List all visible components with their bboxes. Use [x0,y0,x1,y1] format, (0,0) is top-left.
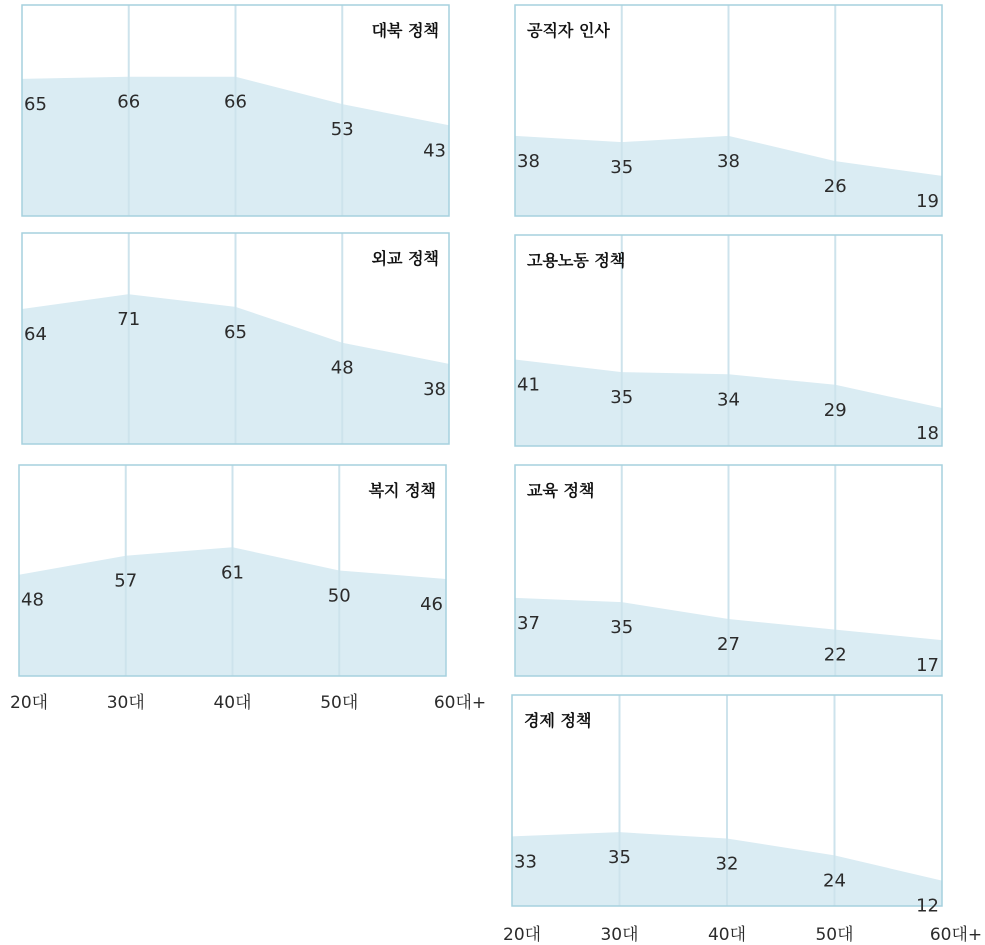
data-label: 65 [24,93,47,115]
panel-title: 교육 정책 [527,481,595,500]
x-tick-label: 40대 [707,925,747,945]
data-label: 29 [823,399,847,421]
chart-panel [22,233,449,444]
data-label: 66 [224,91,247,113]
x-tick-label: 60대+ [929,925,983,945]
data-label: 46 [420,593,443,615]
data-label: 17 [916,655,939,677]
data-label: 12 [916,895,939,917]
data-label: 38 [517,150,540,172]
chart-panel [515,5,942,216]
chart-panel [515,235,942,446]
data-label: 41 [517,374,540,396]
x-tick-label: 20대 [503,925,542,945]
data-label: 48 [330,357,354,379]
data-label: 33 [514,851,537,873]
x-tick-label: 60대+ [433,693,487,713]
data-label: 38 [717,150,740,172]
data-label: 53 [330,119,354,141]
data-label: 26 [823,176,847,198]
chart-panel [19,465,446,676]
data-label: 64 [24,323,47,345]
x-tick-label: 30대 [600,925,639,945]
x-tick-label: 50대 [815,925,854,945]
data-label: 38 [423,378,446,400]
data-label: 34 [717,389,740,411]
data-label: 65 [224,321,247,343]
x-tick-label: 40대 [213,693,252,713]
x-tick-label: 50대 [320,693,359,713]
data-label: 61 [221,562,244,584]
panel-title: 고용노동 정책 [527,251,626,270]
data-label: 32 [715,853,739,875]
data-label: 50 [327,585,351,607]
panel-title: 경제 정책 [524,711,592,730]
data-label: 27 [717,634,740,656]
chart-panel [22,5,449,216]
panel-title: 외교 정책 [371,249,439,268]
data-label: 18 [916,423,939,445]
data-label: 35 [610,617,634,639]
data-label: 66 [117,91,141,113]
data-label: 22 [823,644,847,666]
x-tick-label: 30대 [106,693,145,713]
x-tick-label: 20대 [10,693,49,713]
data-label: 35 [610,157,634,179]
chart-panel [515,465,942,676]
data-label: 37 [517,612,540,634]
panel-title: 대북 정책 [371,21,439,40]
chart-panel [512,695,942,917]
data-label: 35 [610,387,634,409]
data-label: 71 [117,309,141,331]
data-label: 48 [21,589,44,611]
data-label: 57 [114,570,138,592]
panel-title: 복지 정책 [368,481,436,500]
data-label: 19 [916,190,939,212]
data-label: 43 [423,140,446,162]
panel-title: 공직자 인사 [527,21,610,40]
data-label: 35 [608,847,631,869]
data-label: 24 [823,870,846,892]
